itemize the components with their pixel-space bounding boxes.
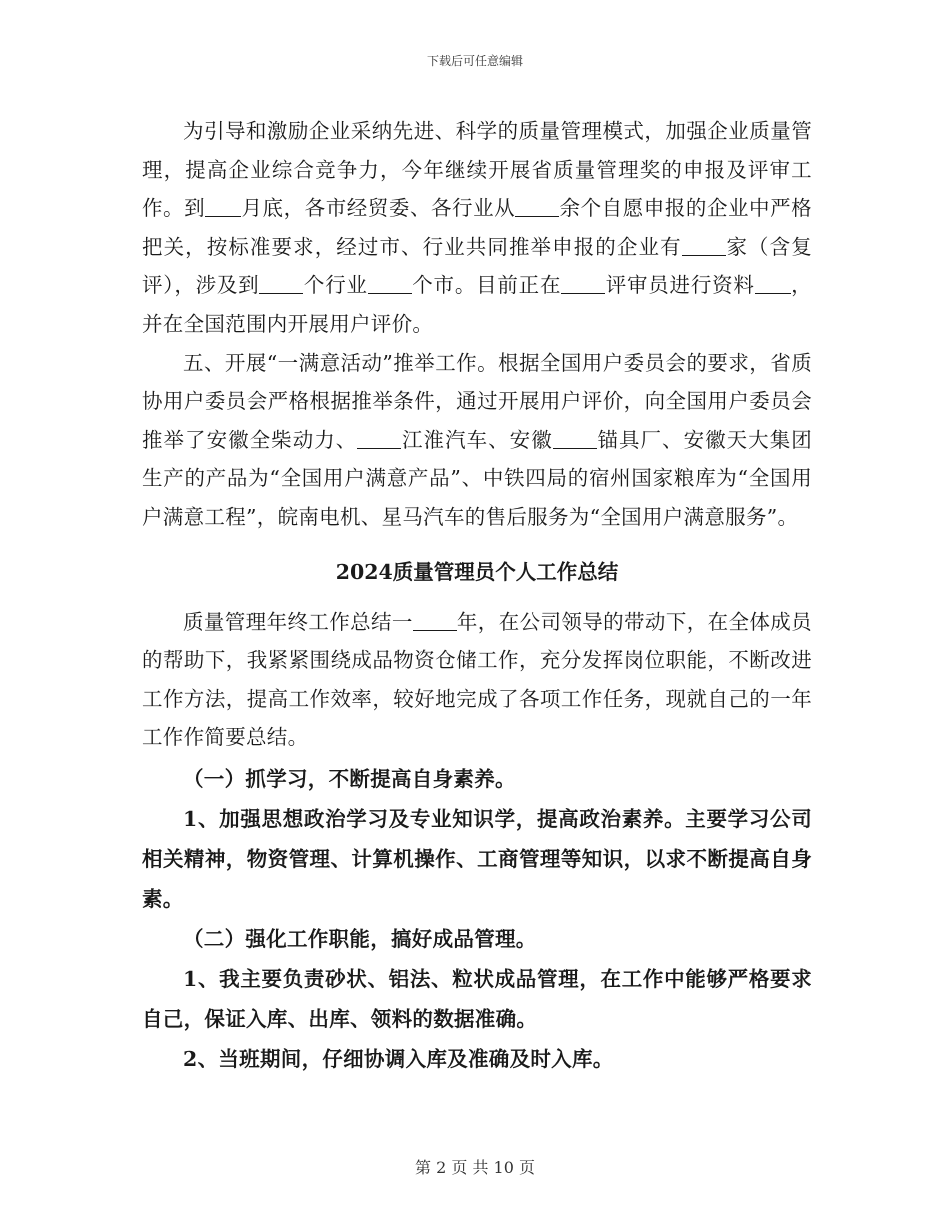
blank-field <box>413 610 457 631</box>
section-heading-study: （一）抓学习，不断提高自身素养。 <box>183 766 516 791</box>
paragraph-satisfaction-activity: 五、开展“一满意活动”推举工作。根据全国用户委员会的要求，省质协用户委员会严格根据推举条件，通过开展用户评价，向全国用户委员会推举了安徽全柴动力、 江淮汽车、安徽 锚具厂、安徽天大集团生产的产品为“全国用户满意产品”、中铁四局的宿州国家粮库为“全国用户满意工程”，皖南电机、星马汽车的售后服务为“全国用户满意服务”。 <box>142 350 813 529</box>
page-header: 下载后可任意编辑 <box>426 54 523 68</box>
list-item-product-responsibility: 1、我主要负责砂状、铝法、粒状成品管理，在工作中能够严格要求自己，保证入库、出库、领料的数据准确。 <box>142 966 812 1031</box>
blank-field <box>515 196 559 217</box>
blank-field <box>682 235 726 256</box>
document-title: 2024质量管理员个人工作总结 <box>335 559 619 584</box>
paragraph-quality-award: 为引导和激励企业采纳先进、科学的质量管理模式，加强企业质量管理，提高企业综合竞争力，今年继续开展省质量管理奖的申报及评审工作。到 月底，各市经贸委、各行业从 余个自愿申报的企业中严格把关，按标准要求，经过市、行业共同推举申报的企业有 家（含复评），涉及到 个行业 个市。目前正在 评审员进行资料 ，并在全国范围内开展用户评价。 <box>142 119 813 336</box>
list-item-political-study: 1、加强思想政治学习及专业知识学，提高政治素养。主要学习公司相关精神，物资管理、计算机操作、工商管理等知识，以求不断提高自身素。 <box>142 806 812 911</box>
blank-field <box>553 428 597 449</box>
list-item-shift-coordination: 2、当班期间，仔细协调入库及准确及时入库。 <box>183 1046 614 1071</box>
blank-field <box>357 428 401 449</box>
page-footer: 第 2 页 共 10 页 <box>415 1158 535 1177</box>
paragraph-summary-intro: 质量管理年终工作总结一 年，在公司领导的带动下，在全体成员的帮助下，我紧紧围绕成品物资仓储工作，充分发挥岗位职能，不断改进工作方法，提高工作效率，较好地完成了各项工作任务，现就自己的一年工作作简要总结。 <box>142 609 812 750</box>
section-heading-product-management: （二）强化工作职能，搞好成品管理。 <box>183 926 537 951</box>
blank-field <box>561 273 605 294</box>
blank-field <box>205 196 241 217</box>
document-body <box>142 112 812 1079</box>
blank-field <box>755 273 791 294</box>
blank-field <box>259 273 303 294</box>
blank-field <box>368 273 412 294</box>
